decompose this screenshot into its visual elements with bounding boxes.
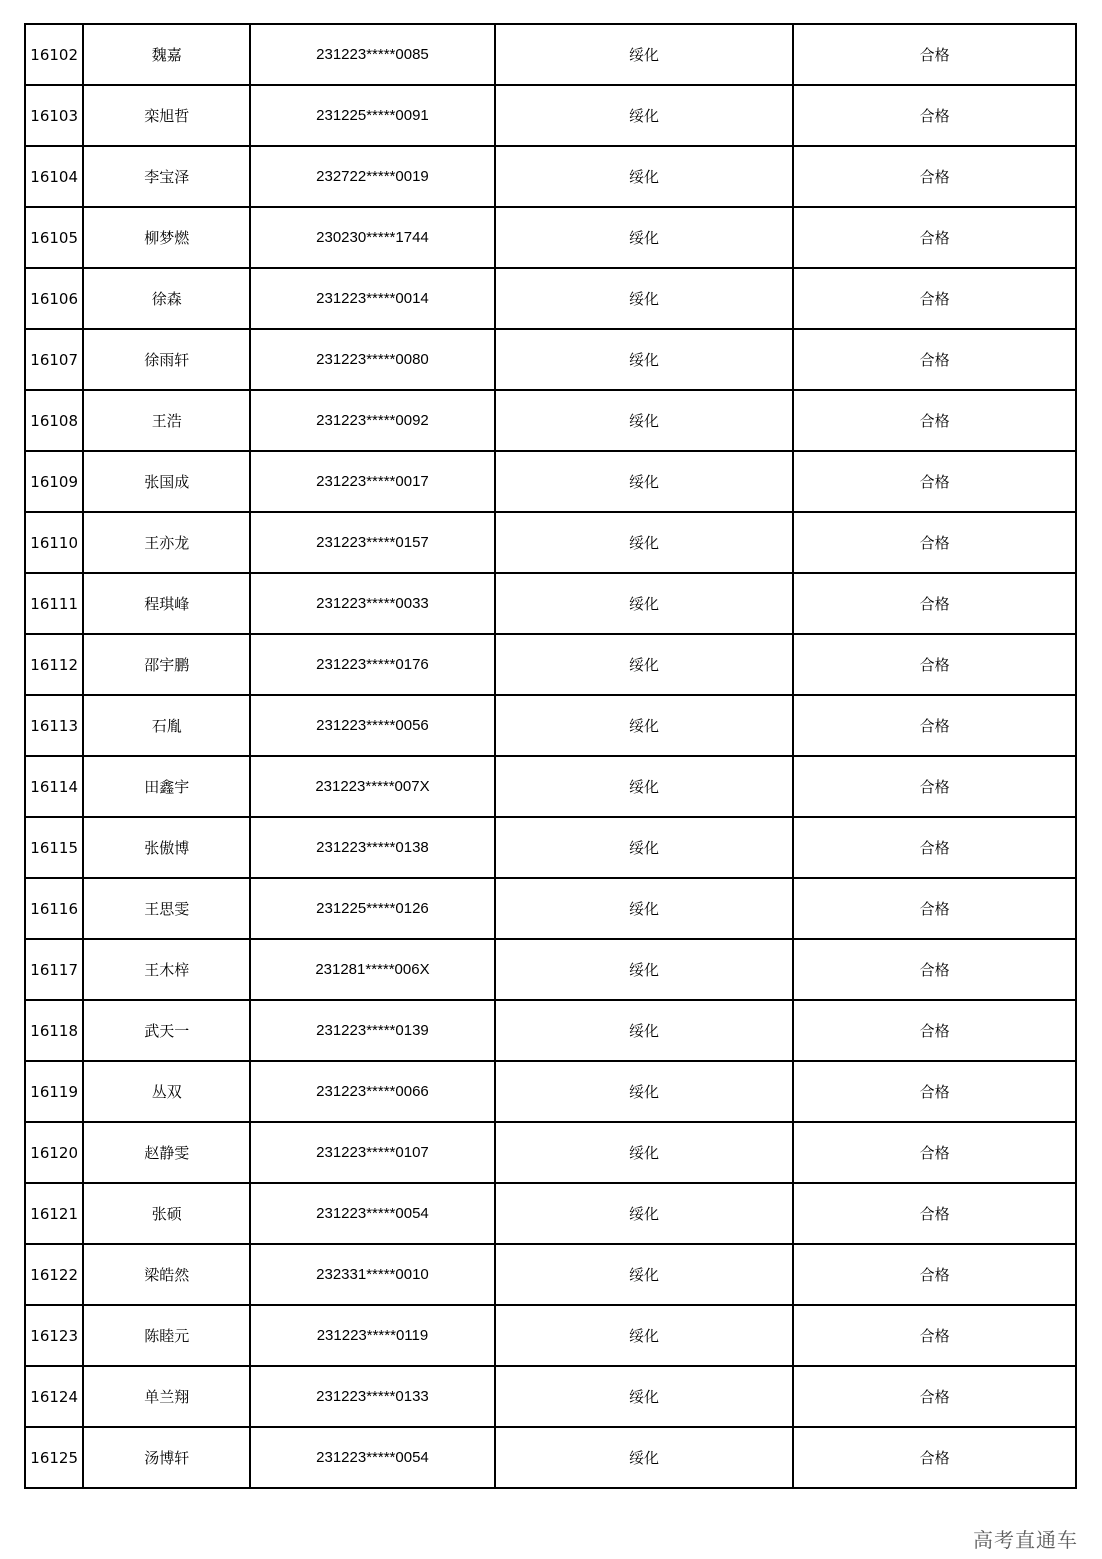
cell-serial-number: 16106 bbox=[25, 268, 83, 329]
table-row bbox=[25, 939, 1076, 1000]
cell-region: 绥化 bbox=[495, 24, 794, 85]
table-row bbox=[25, 1305, 1076, 1366]
cell-result: 合格 bbox=[793, 1122, 1076, 1183]
cell-name: 陈睦元 bbox=[83, 1305, 250, 1366]
table-row bbox=[25, 756, 1076, 817]
cell-serial-number: 16105 bbox=[25, 207, 83, 268]
cell-serial-number: 16116 bbox=[25, 878, 83, 939]
cell-serial-number: 16117 bbox=[25, 939, 83, 1000]
cell-id-number: 231223*****0138 bbox=[250, 817, 494, 878]
table-row bbox=[25, 573, 1076, 634]
cell-id-number: 231223*****0133 bbox=[250, 1366, 494, 1427]
cell-region: 绥化 bbox=[495, 207, 794, 268]
cell-result: 合格 bbox=[793, 878, 1076, 939]
cell-result: 合格 bbox=[793, 1366, 1076, 1427]
watermark: 高考直通车 bbox=[973, 1528, 1078, 1552]
cell-name: 王浩 bbox=[83, 390, 250, 451]
cell-serial-number: 16110 bbox=[25, 512, 83, 573]
cell-region: 绥化 bbox=[495, 329, 794, 390]
cell-id-number: 231223*****0139 bbox=[250, 1000, 494, 1061]
cell-name: 王亦龙 bbox=[83, 512, 250, 573]
cell-name: 魏嘉 bbox=[83, 24, 250, 85]
cell-name: 张硕 bbox=[83, 1183, 250, 1244]
cell-serial-number: 16107 bbox=[25, 329, 83, 390]
cell-serial-number: 16112 bbox=[25, 634, 83, 695]
cell-result: 合格 bbox=[793, 756, 1076, 817]
cell-id-number: 231223*****0092 bbox=[250, 390, 494, 451]
cell-serial-number: 16119 bbox=[25, 1061, 83, 1122]
table-row bbox=[25, 207, 1076, 268]
cell-name: 栾旭哲 bbox=[83, 85, 250, 146]
cell-name: 李宝泽 bbox=[83, 146, 250, 207]
table-row bbox=[25, 451, 1076, 512]
cell-id-number: 231223*****0119 bbox=[250, 1305, 494, 1366]
table-row bbox=[25, 1183, 1076, 1244]
cell-id-number: 231223*****0107 bbox=[250, 1122, 494, 1183]
cell-serial-number: 16103 bbox=[25, 85, 83, 146]
cell-region: 绥化 bbox=[495, 939, 794, 1000]
cell-serial-number: 16104 bbox=[25, 146, 83, 207]
cell-region: 绥化 bbox=[495, 756, 794, 817]
cell-id-number: 231223*****0033 bbox=[250, 573, 494, 634]
table-row bbox=[25, 24, 1076, 85]
cell-name: 徐森 bbox=[83, 268, 250, 329]
cell-name: 赵静雯 bbox=[83, 1122, 250, 1183]
cell-region: 绥化 bbox=[495, 1000, 794, 1061]
cell-name: 王木梓 bbox=[83, 939, 250, 1000]
cell-serial-number: 16109 bbox=[25, 451, 83, 512]
cell-serial-number: 16123 bbox=[25, 1305, 83, 1366]
cell-serial-number: 16113 bbox=[25, 695, 83, 756]
cell-result: 合格 bbox=[793, 207, 1076, 268]
cell-region: 绥化 bbox=[495, 1122, 794, 1183]
table-row bbox=[25, 329, 1076, 390]
results-table bbox=[24, 23, 1077, 1489]
cell-id-number: 231223*****0080 bbox=[250, 329, 494, 390]
cell-result: 合格 bbox=[793, 695, 1076, 756]
table-row bbox=[25, 817, 1076, 878]
cell-result: 合格 bbox=[793, 634, 1076, 695]
table-row bbox=[25, 1000, 1076, 1061]
cell-id-number: 231225*****0126 bbox=[250, 878, 494, 939]
cell-name: 梁皓然 bbox=[83, 1244, 250, 1305]
table-row bbox=[25, 268, 1076, 329]
cell-id-number: 232722*****0019 bbox=[250, 146, 494, 207]
cell-result: 合格 bbox=[793, 1427, 1076, 1488]
cell-result: 合格 bbox=[793, 146, 1076, 207]
cell-result: 合格 bbox=[793, 817, 1076, 878]
cell-name: 汤博轩 bbox=[83, 1427, 250, 1488]
table-row bbox=[25, 146, 1076, 207]
cell-id-number: 231223*****0054 bbox=[250, 1427, 494, 1488]
cell-id-number: 231223*****0176 bbox=[250, 634, 494, 695]
cell-region: 绥化 bbox=[495, 573, 794, 634]
table-row bbox=[25, 878, 1076, 939]
cell-region: 绥化 bbox=[495, 878, 794, 939]
cell-id-number: 230230*****1744 bbox=[250, 207, 494, 268]
cell-serial-number: 16122 bbox=[25, 1244, 83, 1305]
results-table-body bbox=[25, 24, 1076, 1488]
cell-id-number: 231225*****0091 bbox=[250, 85, 494, 146]
cell-result: 合格 bbox=[793, 1061, 1076, 1122]
cell-serial-number: 16118 bbox=[25, 1000, 83, 1061]
cell-region: 绥化 bbox=[495, 1061, 794, 1122]
cell-region: 绥化 bbox=[495, 634, 794, 695]
cell-region: 绥化 bbox=[495, 1305, 794, 1366]
cell-result: 合格 bbox=[793, 1305, 1076, 1366]
cell-region: 绥化 bbox=[495, 85, 794, 146]
cell-name: 丛双 bbox=[83, 1061, 250, 1122]
cell-serial-number: 16121 bbox=[25, 1183, 83, 1244]
cell-region: 绥化 bbox=[495, 390, 794, 451]
cell-serial-number: 16102 bbox=[25, 24, 83, 85]
table-row bbox=[25, 1366, 1076, 1427]
cell-serial-number: 16108 bbox=[25, 390, 83, 451]
cell-id-number: 231223*****0054 bbox=[250, 1183, 494, 1244]
cell-name: 柳梦燃 bbox=[83, 207, 250, 268]
cell-name: 程琪峰 bbox=[83, 573, 250, 634]
cell-serial-number: 16115 bbox=[25, 817, 83, 878]
cell-name: 武天一 bbox=[83, 1000, 250, 1061]
cell-name: 邵宇鹏 bbox=[83, 634, 250, 695]
table-row bbox=[25, 634, 1076, 695]
cell-id-number: 231223*****0085 bbox=[250, 24, 494, 85]
cell-id-number: 231223*****0157 bbox=[250, 512, 494, 573]
cell-result: 合格 bbox=[793, 1183, 1076, 1244]
table-row bbox=[25, 512, 1076, 573]
cell-result: 合格 bbox=[793, 268, 1076, 329]
cell-id-number: 231223*****0066 bbox=[250, 1061, 494, 1122]
table-row bbox=[25, 390, 1076, 451]
cell-result: 合格 bbox=[793, 85, 1076, 146]
table-row bbox=[25, 1427, 1076, 1488]
cell-serial-number: 16124 bbox=[25, 1366, 83, 1427]
cell-region: 绥化 bbox=[495, 512, 794, 573]
cell-region: 绥化 bbox=[495, 1366, 794, 1427]
cell-id-number: 231281*****006X bbox=[250, 939, 494, 1000]
cell-id-number: 232331*****0010 bbox=[250, 1244, 494, 1305]
cell-name: 单兰翔 bbox=[83, 1366, 250, 1427]
cell-result: 合格 bbox=[793, 390, 1076, 451]
cell-name: 张傲博 bbox=[83, 817, 250, 878]
cell-serial-number: 16114 bbox=[25, 756, 83, 817]
cell-region: 绥化 bbox=[495, 1183, 794, 1244]
cell-region: 绥化 bbox=[495, 695, 794, 756]
cell-id-number: 231223*****0056 bbox=[250, 695, 494, 756]
cell-result: 合格 bbox=[793, 451, 1076, 512]
cell-result: 合格 bbox=[793, 24, 1076, 85]
cell-result: 合格 bbox=[793, 573, 1076, 634]
cell-serial-number: 16120 bbox=[25, 1122, 83, 1183]
cell-result: 合格 bbox=[793, 1244, 1076, 1305]
table-row bbox=[25, 1122, 1076, 1183]
cell-name: 徐雨轩 bbox=[83, 329, 250, 390]
table-row bbox=[25, 1244, 1076, 1305]
cell-region: 绥化 bbox=[495, 817, 794, 878]
cell-region: 绥化 bbox=[495, 1244, 794, 1305]
cell-result: 合格 bbox=[793, 512, 1076, 573]
cell-serial-number: 16125 bbox=[25, 1427, 83, 1488]
cell-region: 绥化 bbox=[495, 451, 794, 512]
cell-id-number: 231223*****007X bbox=[250, 756, 494, 817]
table-row bbox=[25, 1061, 1076, 1122]
cell-name: 张国成 bbox=[83, 451, 250, 512]
cell-name: 王思雯 bbox=[83, 878, 250, 939]
cell-name: 石胤 bbox=[83, 695, 250, 756]
cell-region: 绥化 bbox=[495, 1427, 794, 1488]
cell-id-number: 231223*****0017 bbox=[250, 451, 494, 512]
cell-region: 绥化 bbox=[495, 268, 794, 329]
cell-result: 合格 bbox=[793, 1000, 1076, 1061]
cell-result: 合格 bbox=[793, 939, 1076, 1000]
cell-name: 田鑫宇 bbox=[83, 756, 250, 817]
cell-serial-number: 16111 bbox=[25, 573, 83, 634]
table-row bbox=[25, 695, 1076, 756]
cell-id-number: 231223*****0014 bbox=[250, 268, 494, 329]
table-row bbox=[25, 85, 1076, 146]
cell-region: 绥化 bbox=[495, 146, 794, 207]
cell-result: 合格 bbox=[793, 329, 1076, 390]
